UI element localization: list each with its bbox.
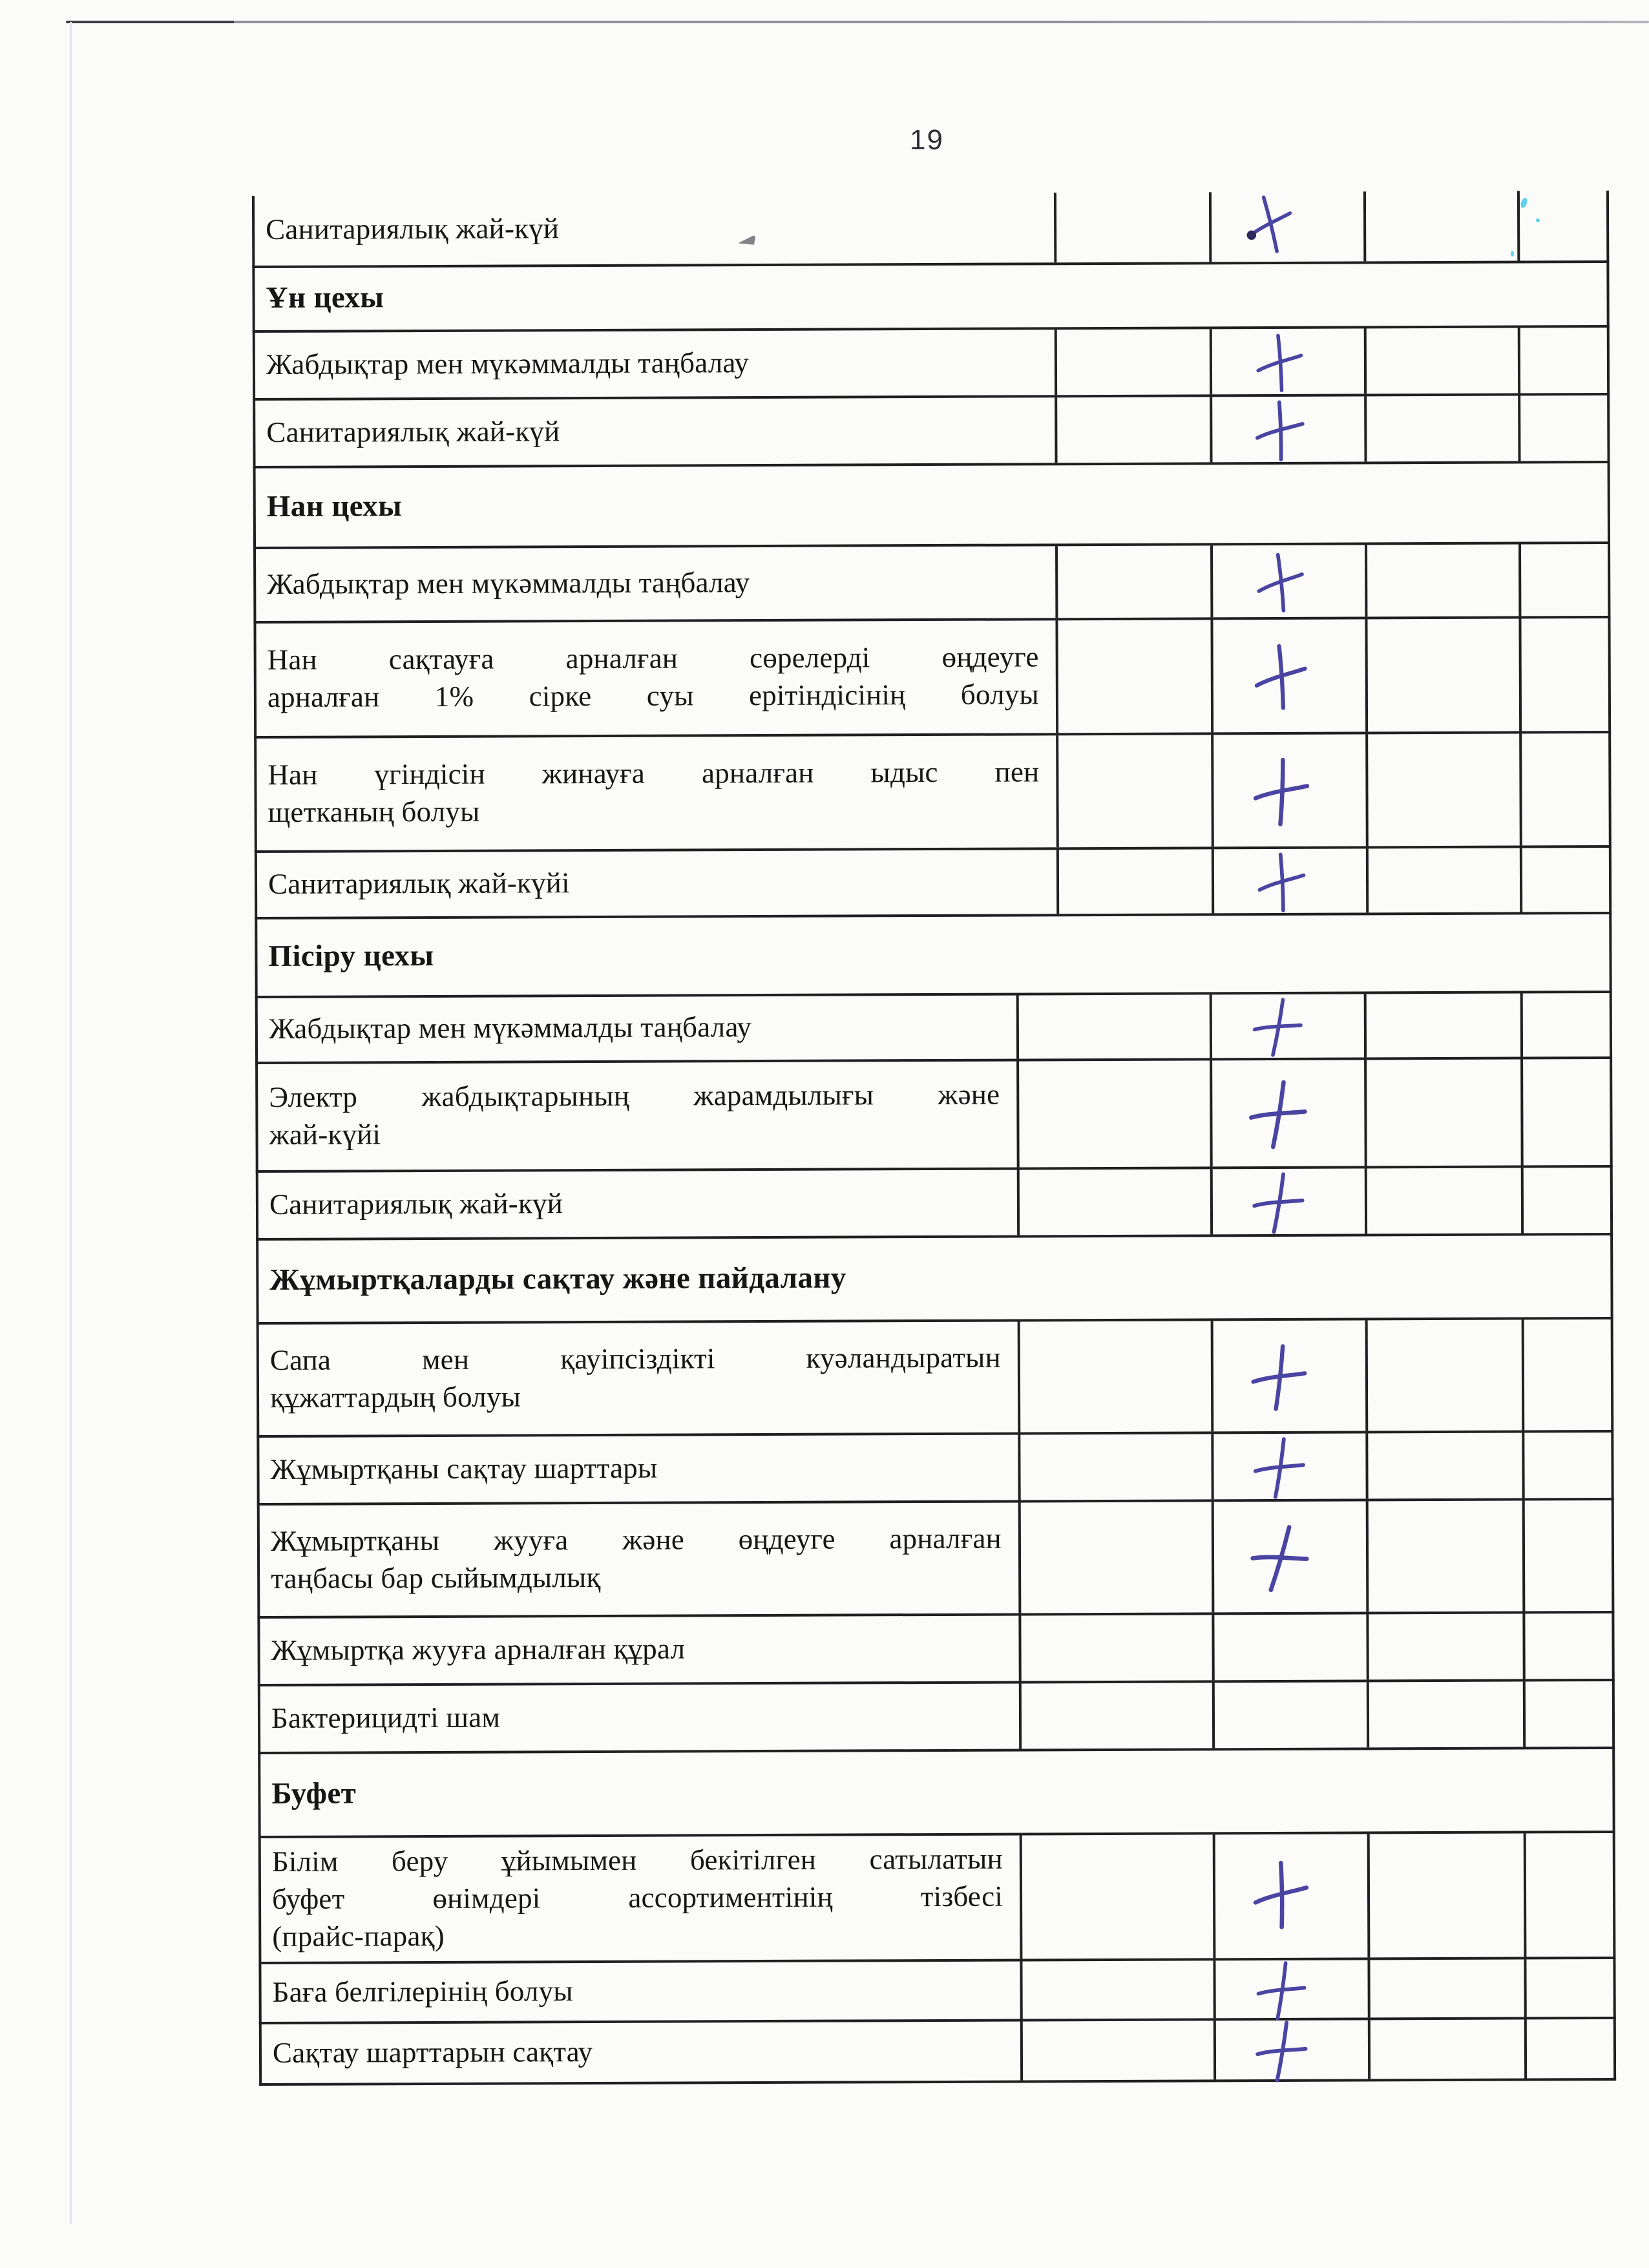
handwritten-plus-mark xyxy=(1230,185,1310,264)
column-divider xyxy=(1211,1434,1213,1499)
column-divider xyxy=(1055,330,1057,395)
row-label: Баға белгілерінің болуы xyxy=(272,1974,573,2008)
column-divider xyxy=(1020,2021,1023,2080)
column-divider xyxy=(1523,1681,1526,1747)
column-divider xyxy=(1364,1060,1367,1166)
column-divider xyxy=(1365,1168,1367,1234)
row-label: Жұмыртқа жууға арналған құрал xyxy=(271,1632,686,1666)
column-divider xyxy=(1213,1834,1216,1958)
row-label: Санитариялық жай-күй xyxy=(266,414,560,448)
row-label: Жабдықтар мен мүкәммалды таңбалау xyxy=(268,1011,752,1045)
row-label: Ұн цехы xyxy=(266,280,384,315)
column-divider xyxy=(1522,1500,1526,1611)
column-divider xyxy=(1524,1959,1526,2017)
column-divider xyxy=(1522,1613,1525,1679)
column-divider xyxy=(1365,1320,1369,1431)
column-divider xyxy=(1210,329,1212,394)
row-label: Нан цехы xyxy=(266,488,403,523)
column-divider xyxy=(1054,193,1056,262)
column-divider xyxy=(1213,1960,1215,2018)
section-row xyxy=(258,1749,1615,1838)
table-row xyxy=(253,544,1610,624)
column-divider xyxy=(1367,1960,1370,2017)
column-divider xyxy=(1518,545,1521,616)
column-divider xyxy=(1365,545,1367,616)
column-divider xyxy=(1518,396,1520,461)
column-divider xyxy=(1018,1321,1021,1432)
column-divider xyxy=(1213,2021,1216,2079)
column-divider xyxy=(1366,1501,1369,1612)
handwritten-plus-mark xyxy=(1245,395,1315,467)
column-divider xyxy=(1056,850,1059,914)
handwritten-plus-mark xyxy=(1247,1434,1311,1501)
column-divider xyxy=(1365,1433,1368,1498)
row-label: Нан үгіндісін жинауға арналған ыдыс пен щетканың болуы xyxy=(268,755,1040,828)
handwritten-plus-mark xyxy=(1243,1517,1316,1599)
handwritten-plus-mark xyxy=(1248,1342,1310,1412)
column-divider xyxy=(1212,849,1214,913)
handwritten-plus-mark xyxy=(1246,1856,1316,1934)
column-divider xyxy=(1019,1683,1022,1748)
column-divider xyxy=(1210,1169,1213,1234)
section-row xyxy=(253,463,1610,549)
row-label: Жұмыртқаны сақтау шарттары xyxy=(270,1451,658,1486)
column-divider xyxy=(1366,848,1369,912)
column-divider xyxy=(1364,396,1367,461)
column-divider xyxy=(1209,192,1212,262)
column-divider xyxy=(1056,735,1059,847)
handwritten-plus-mark xyxy=(1245,994,1310,1060)
column-divider xyxy=(1524,2019,1527,2078)
column-divider xyxy=(1055,397,1057,463)
row-label: Жабдықтар мен мүкәммалды таңбалау xyxy=(267,565,750,600)
row-label: Сақтау шарттарын сақтау xyxy=(272,2035,593,2069)
table-row xyxy=(253,395,1610,468)
table-row xyxy=(259,2019,1616,2086)
table-row xyxy=(252,191,1609,268)
column-divider xyxy=(1212,1683,1215,1748)
table-row xyxy=(258,1959,1615,2024)
table-row xyxy=(253,328,1610,401)
table-row xyxy=(258,1681,1615,1754)
column-divider xyxy=(1364,994,1367,1057)
column-divider xyxy=(1210,545,1213,617)
column-divider xyxy=(1518,619,1522,731)
table-row xyxy=(255,848,1612,919)
column-divider xyxy=(1366,1614,1369,1679)
handwritten-plus-mark xyxy=(1246,1169,1311,1237)
table-row xyxy=(257,1500,1615,1619)
column-divider xyxy=(1016,995,1019,1058)
table-row xyxy=(253,618,1611,739)
row-label: Пісіру цехы xyxy=(268,938,434,973)
column-divider xyxy=(1517,191,1520,261)
table-row xyxy=(257,1319,1614,1438)
handwritten-plus-mark xyxy=(1249,1958,1313,2022)
row-label: Электр жабдықтарының жарамдылығы және жай-күйі xyxy=(269,1078,1000,1151)
page-number: 19 xyxy=(910,124,944,156)
column-divider xyxy=(1016,1061,1020,1167)
row-label: Жабдықтар мен мүкәммалды таңбалау xyxy=(266,346,750,381)
column-divider xyxy=(1212,1615,1214,1680)
column-divider xyxy=(1020,1835,1023,1958)
column-divider xyxy=(1020,1961,1022,2019)
column-divider xyxy=(1210,397,1212,462)
table-row xyxy=(256,1168,1613,1241)
column-divider xyxy=(1367,1682,1369,1747)
column-divider xyxy=(1524,1833,1527,1957)
row-label: Санитариялық жай-күй xyxy=(266,212,560,246)
section-row xyxy=(255,914,1612,998)
column-divider xyxy=(1522,1319,1525,1430)
column-divider xyxy=(1018,1615,1021,1681)
column-divider xyxy=(1210,620,1213,732)
table-row xyxy=(254,733,1612,853)
column-divider xyxy=(1017,1170,1020,1235)
column-divider xyxy=(1365,619,1368,731)
column-divider xyxy=(1055,546,1058,618)
row-label: Нан сақтауға арналған сөрелерді өңдеуге арналған 1% сірке суы ерітіндісінің болуы xyxy=(267,640,1039,713)
handwritten-plus-mark xyxy=(1244,638,1317,716)
column-divider xyxy=(1518,328,1520,394)
handwritten-plus-mark xyxy=(1249,2017,1314,2085)
section-row xyxy=(256,1235,1613,1325)
handwritten-plus-mark xyxy=(1243,545,1317,619)
row-label: Санитариялық жай-күй xyxy=(269,1186,563,1221)
column-divider xyxy=(1522,1433,1524,1498)
column-divider xyxy=(1210,1060,1213,1166)
handwritten-plus-mark xyxy=(1245,1077,1310,1153)
column-divider xyxy=(1212,1502,1215,1612)
column-divider xyxy=(1055,620,1058,733)
column-divider xyxy=(1211,1321,1214,1431)
column-divider xyxy=(1367,1834,1371,1957)
column-divider xyxy=(1521,1168,1524,1233)
column-divider xyxy=(1018,1434,1020,1500)
handwritten-plus-mark xyxy=(1246,846,1317,918)
table-row xyxy=(257,1433,1613,1506)
row-label: Сапа мен қауіпсіздікті куәландыратын құжаттардың болуы xyxy=(269,1341,1001,1414)
column-divider xyxy=(1018,1502,1022,1613)
row-label: Жұмыртқаларды сақтау және пайдалану xyxy=(269,1261,846,1297)
row-label: Санитариялық жай-күйі xyxy=(268,866,570,900)
table-row xyxy=(255,1059,1613,1173)
column-divider xyxy=(1519,733,1522,845)
handwritten-plus-mark xyxy=(1243,328,1315,399)
row-label: Білім беру ұйымымен бекітілген сатылатын буфет өнімдері ассортиментінің тізбесі (прайс-парақ) xyxy=(271,1842,1003,1953)
section-row xyxy=(252,263,1609,333)
row-label: Жұмыртқаны жууға және өңдеуге арналған таңбасы бар сыйымдылық xyxy=(270,1522,1002,1595)
column-divider xyxy=(1363,191,1366,261)
column-divider xyxy=(1364,328,1367,394)
handwritten-plus-mark xyxy=(1248,754,1315,830)
column-divider xyxy=(1211,735,1214,846)
column-divider xyxy=(1365,734,1369,846)
column-divider xyxy=(1210,994,1212,1058)
table-row xyxy=(257,1613,1614,1686)
table-row xyxy=(255,993,1612,1064)
column-divider xyxy=(1368,2020,1371,2079)
column-divider xyxy=(1520,848,1522,912)
row-label: Бактерицидті шам xyxy=(271,1701,501,1734)
row-label: Буфет xyxy=(271,1776,357,1811)
column-divider xyxy=(1520,993,1523,1056)
table-row xyxy=(258,1833,1616,1964)
column-divider xyxy=(1520,1059,1524,1165)
